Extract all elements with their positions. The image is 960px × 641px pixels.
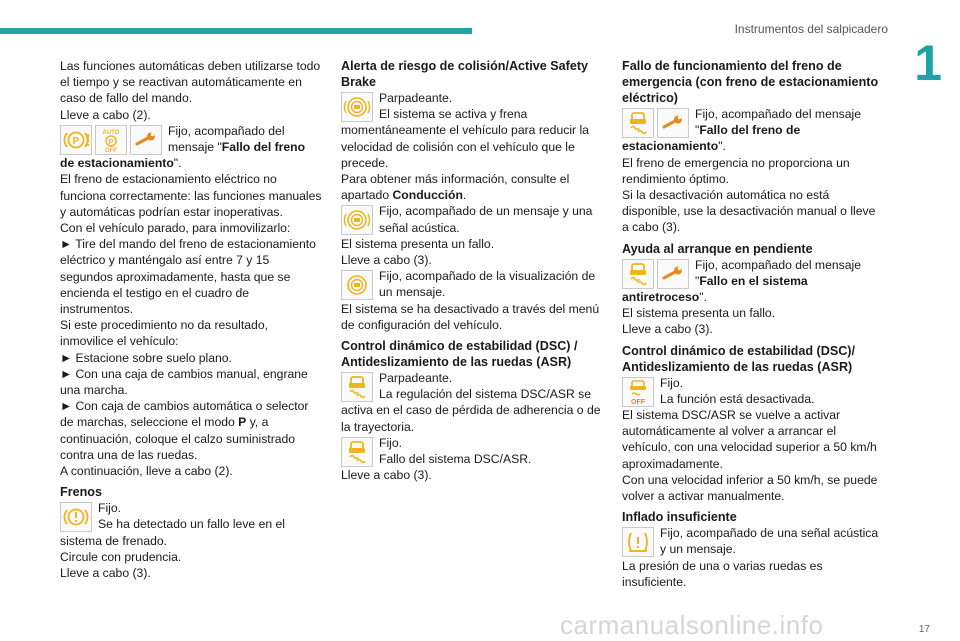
warning-icons-group xyxy=(341,372,373,402)
paragraph: La presión de una o varias ruedas es insuficiente. xyxy=(622,558,823,589)
warning-icons-group xyxy=(341,92,373,122)
paragraph: La regulación del sistema DSC/ASR se activa en el caso de pérdida de adherencia o de la trayectoria. xyxy=(341,387,601,434)
paragraph: La función está desactivada. xyxy=(660,391,815,406)
paragraph: Fijo, acompañado de la visualización de un mensaje. xyxy=(379,269,596,300)
skidding-car-icon xyxy=(341,437,373,467)
warning-icons-group xyxy=(622,259,689,289)
paragraph: Circule con prudencia. xyxy=(60,549,182,564)
paragraph: El sistema se ha desactivado a través del menú de configuración del vehículo. xyxy=(341,301,600,332)
parking-brake-fault-icon xyxy=(60,125,92,155)
section-title: Instrumentos del salpicadero xyxy=(734,22,888,36)
collision-alert-off-icon xyxy=(341,270,373,300)
wrench-icon xyxy=(130,125,162,155)
paragraph: Si la desactivación automática no está disponible, use la desactivación manual o lleve a cabo (3). xyxy=(622,188,876,235)
paragraph: Con el vehículo parado, para inmovilizarlo: xyxy=(60,221,291,236)
warning-icons-group xyxy=(341,270,373,300)
wrench-icon xyxy=(657,108,689,138)
skidding-car-icon xyxy=(622,108,654,138)
paragraph: Parpadeante. xyxy=(379,91,453,105)
paragraph: Lleve a cabo (3). xyxy=(341,468,432,483)
warning-icons-group xyxy=(60,502,92,532)
paragraph: Fijo. xyxy=(660,375,684,390)
heading-emergency-brake: Fallo de funcionamiento del freno de emergencia (con freno de estacionamiento eléctrico) xyxy=(622,59,879,105)
watermark: carmanualsonline.info xyxy=(560,610,824,640)
header-accent-bar xyxy=(0,28,472,34)
paragraph: El sistema presenta un fallo. xyxy=(622,306,776,321)
paragraph: Fijo. xyxy=(379,435,403,450)
paragraph: Fijo. xyxy=(98,501,122,516)
warning-icons-group xyxy=(622,377,654,407)
paragraph: Lleve a cabo (3). xyxy=(622,322,713,337)
paragraph: El sistema se activa y frena momentáneamente el vehículo para reducir la velocidad de colisión con el vehículo que le precede. xyxy=(341,107,589,170)
paragraph: El freno de estacionamiento eléctrico no funciona correctamente: las funciones manuales y automáticas podrían estar inoperativas. xyxy=(60,172,322,219)
paragraph: El sistema presenta un fallo. xyxy=(341,236,495,251)
brake-warning-icon xyxy=(60,502,92,532)
wrench-icon xyxy=(657,259,689,289)
warning-icons-group xyxy=(622,108,689,138)
paragraph: Fallo del sistema DSC/ASR. xyxy=(379,452,532,467)
page-number: 17 xyxy=(918,624,930,635)
svg-text:P: P xyxy=(72,135,80,147)
off-label: OFF xyxy=(105,147,117,153)
paragraph: Lleve a cabo (3). xyxy=(341,253,432,268)
paragraph: Si este procedimiento no da resultado, inmovilice el vehículo: xyxy=(60,318,268,349)
heading-underinflation: Inflado insuficiente xyxy=(622,510,737,525)
paragraph: Lleve a cabo (3). xyxy=(60,566,151,581)
paragraph: Fijo, acompañado de un mensaje y una señal acústica. xyxy=(379,204,593,235)
paragraph: ► Con caja de cambios automática o selector de marchas, seleccione el modo P y, a continuación, coloque el calzo suministrado contra una de las ruedas. xyxy=(60,399,309,462)
paragraph: Fijo, acompañado del mensaje "Fallo del freno de estacionamiento". xyxy=(622,107,861,154)
chapter-number: 1 xyxy=(914,35,942,91)
paragraph: Fijo, acompañado de una señal acústica y un mensaje. xyxy=(660,526,879,557)
paragraph: El sistema DSC/ASR se vuelve a activar automáticamente al volver a arrancar el vehículo, con una velocidad superior a 50 km/h aproximadamente. xyxy=(622,408,877,471)
skidding-car-off-icon xyxy=(622,377,654,407)
column-1 xyxy=(60,58,322,581)
paragraph: Se ha detectado un fallo leve en el sistema de frenado. xyxy=(60,517,286,548)
skidding-car-icon xyxy=(622,259,654,289)
heading-dsc-asr: Control dinámico de estabilidad (DSC) / Antideslizamiento de las ruedas (ASR) xyxy=(341,339,578,370)
paragraph: ► Tire del mando del freno de estacionamiento eléctrico y manténgalo así entre 7 y 15 segundos aproximadamente, hasta que se encienda el testigo en el cuadro de instrumentos. xyxy=(60,237,316,317)
paragraph: Fijo, acompañado del mensaje "Fallo del freno de estacionamiento". xyxy=(60,123,306,171)
auto-label: AUTO xyxy=(102,129,120,136)
collision-alert-icon xyxy=(341,92,373,122)
warning-icons-group xyxy=(341,205,373,235)
heading-hill-start-assist: Ayuda al arranque en pendiente xyxy=(622,241,813,256)
off-label: OFF xyxy=(631,398,645,405)
paragraph: Con una velocidad inferior a 50 km/h, se puede volver a activar manualmente. xyxy=(622,472,878,504)
paragraph: Lleve a cabo (2). xyxy=(60,107,151,122)
svg-text:P: P xyxy=(108,138,114,146)
tyre-pressure-icon xyxy=(622,527,654,557)
paragraph: Para obtener más información, consulte el apartado Conducción. xyxy=(341,172,570,203)
skidding-car-icon xyxy=(341,372,373,402)
heading-dsc-asr-2: Control dinámico de estabilidad (DSC)/ Antideslizamiento de las ruedas (ASR) xyxy=(622,343,856,374)
column-3 xyxy=(622,58,884,590)
paragraph: Parpadeante. xyxy=(379,371,453,386)
paragraph: A continuación, lleve a cabo (2). xyxy=(60,464,233,479)
paragraph: Las funciones automáticas deben utilizarse todo el tiempo y se reactivan automáticamente en caso de fallo del mando. xyxy=(60,59,321,106)
heading-frenos: Frenos xyxy=(60,485,102,500)
warning-icons-group xyxy=(622,527,654,557)
paragraph: Fijo, acompañado del mensaje "Fallo en el sistema antiretroceso". xyxy=(622,257,861,305)
heading-collision-alert: Alerta de riesgo de colisión/Active Safety Brake xyxy=(341,59,589,89)
warning-icons-group xyxy=(341,437,373,467)
auto-off-icon xyxy=(95,125,127,155)
collision-alert-icon xyxy=(341,205,373,235)
paragraph: ► Estacione sobre suelo plano. xyxy=(60,350,232,365)
paragraph: El freno de emergencia no proporciona un rendimiento óptimo. xyxy=(622,155,850,186)
paragraph: ► Con una caja de cambios manual, engrane una marcha. xyxy=(60,366,308,398)
column-2 xyxy=(341,58,603,483)
warning-icons-group xyxy=(60,125,162,155)
